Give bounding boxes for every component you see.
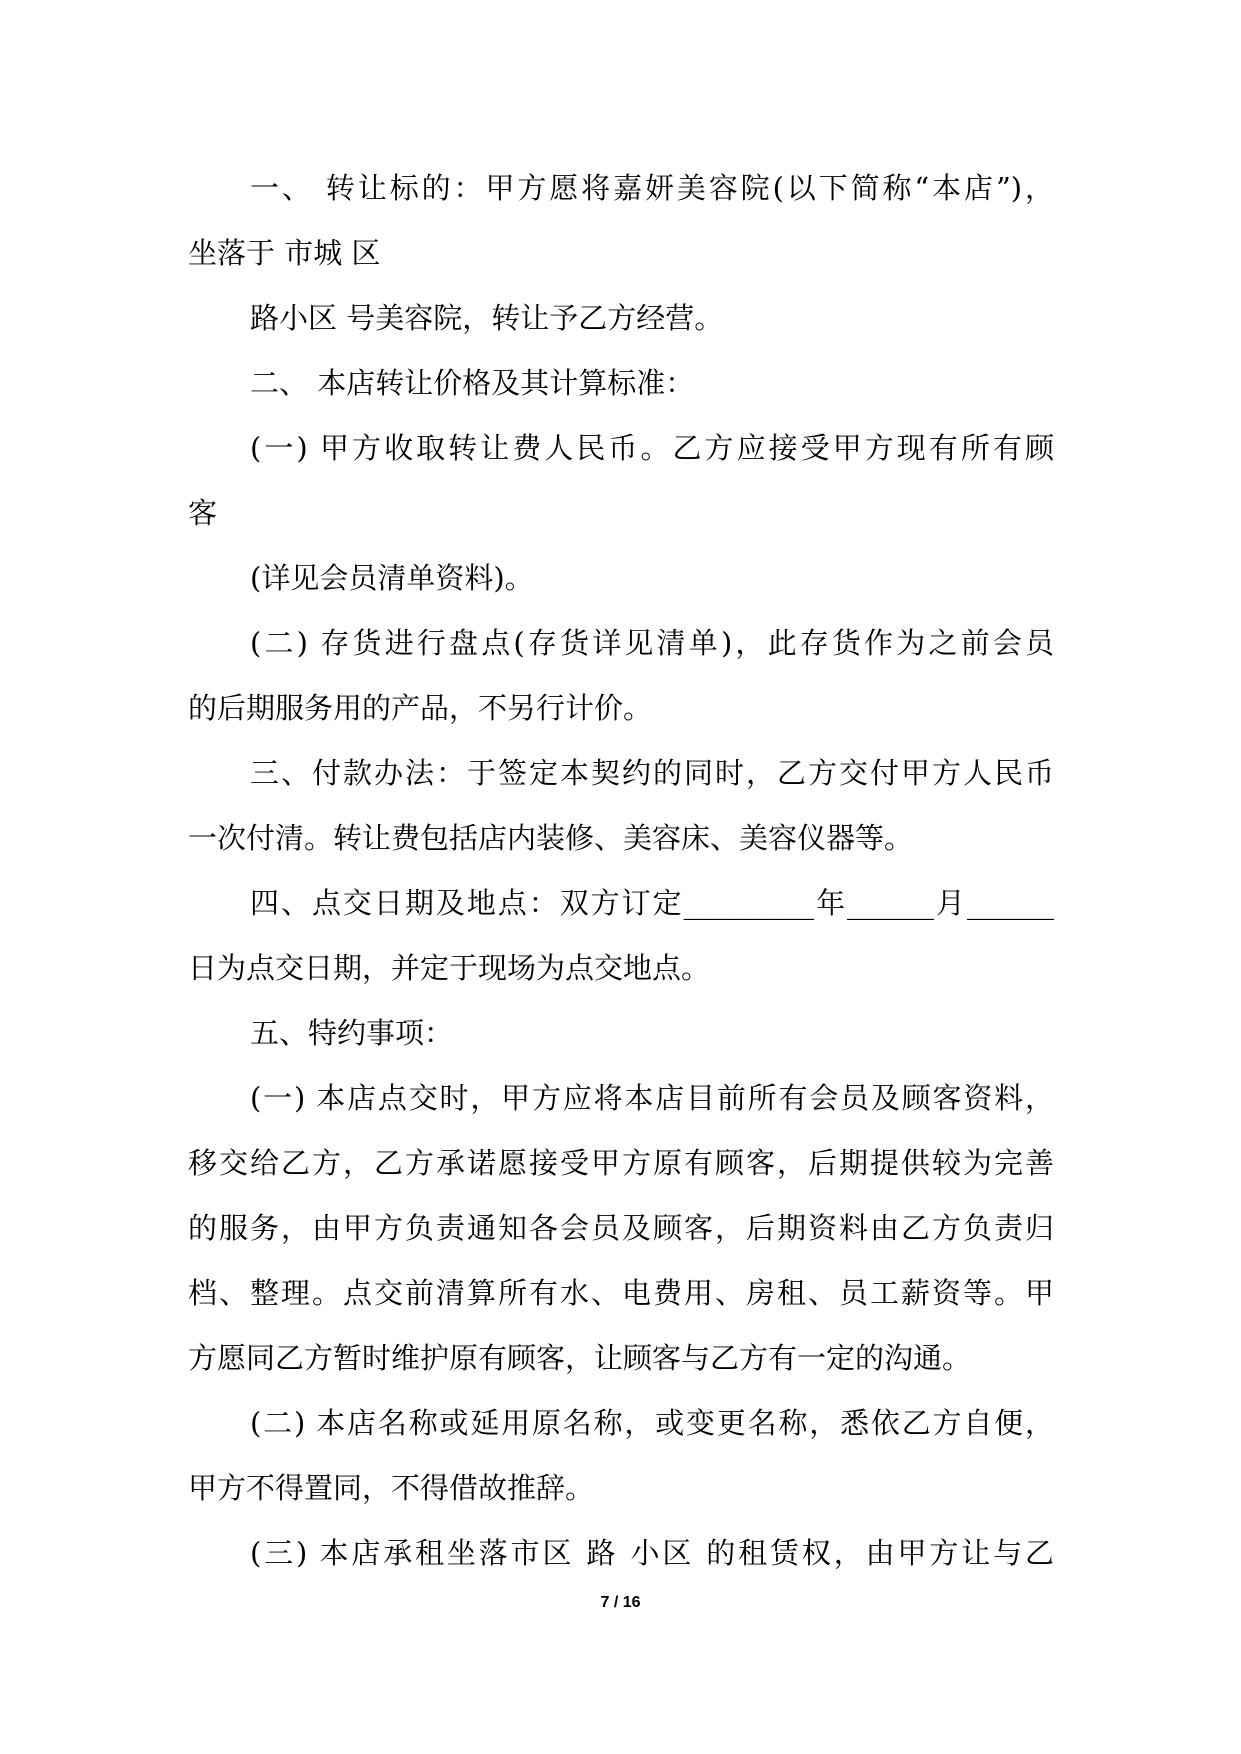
paragraph-line: 路小区 号美容院，转让予乙方经营。: [250, 301, 724, 335]
paragraph-line: 一、 转让标的：甲方愿将嘉妍美容院(以下简称“本店”)，: [250, 171, 1054, 205]
paragraph-line: (三) 本店承租坐落市区 路 小区 的租赁权，由甲方让与乙: [250, 1536, 1054, 1570]
paragraph-line: 一次付清。转让费包括店内装修、美容床、美容仪器等。: [188, 821, 914, 855]
paragraph-line: 日为点交日期，并定于现场为点交地点。: [188, 951, 711, 985]
paragraph-line: 四、点交日期及地点：双方订定_________年______月______: [250, 886, 1054, 920]
paragraph-line: 客: [188, 496, 218, 530]
page-number: 7 / 16: [600, 1594, 641, 1611]
paragraph-line: 的后期服务用的产品，不另行计价。: [188, 691, 653, 725]
paragraph-line: 二、 本店转让价格及其计算标准：: [250, 366, 695, 400]
paragraph-line: 的服务，由甲方负责通知各会员及顾客，后期资料由乙方负责归: [188, 1211, 1054, 1245]
document-body: [188, 156, 1054, 1586]
paragraph-line: 三、付款办法：于签定本契约的同时，乙方交付甲方人民币: [250, 756, 1054, 790]
paragraph-line: 方愿同乙方暂时维护原有顾客，让顾客与乙方有一定的沟通。: [188, 1341, 972, 1375]
paragraph-line: (详见会员清单资料)。: [250, 561, 534, 595]
paragraph-line: (一) 本店点交时，甲方应将本店目前所有会员及顾客资料，: [250, 1081, 1054, 1115]
paragraph-line: (二) 本店名称或延用原名称，或变更名称，悉依乙方自便，: [250, 1406, 1054, 1440]
paragraph-line: 五、特约事项：: [250, 1016, 454, 1050]
paragraph-line: 甲方不得置同，不得借故推辞。: [188, 1471, 595, 1505]
paragraph-line: (二) 存货进行盘点(存货详见清单)，此存货作为之前会员: [250, 626, 1054, 660]
paragraph-line: 档、整理。点交前清算所有水、电费用、房租、员工薪资等。甲: [188, 1276, 1054, 1310]
paragraph-line: 坐落于 市城 区: [188, 236, 381, 270]
paragraph-line: (一) 甲方收取转让费人民币。乙方应接受甲方现有所有顾: [250, 431, 1054, 465]
paragraph-line: 移交给乙方，乙方承诺愿接受甲方原有顾客，后期提供较为完善: [188, 1146, 1054, 1180]
